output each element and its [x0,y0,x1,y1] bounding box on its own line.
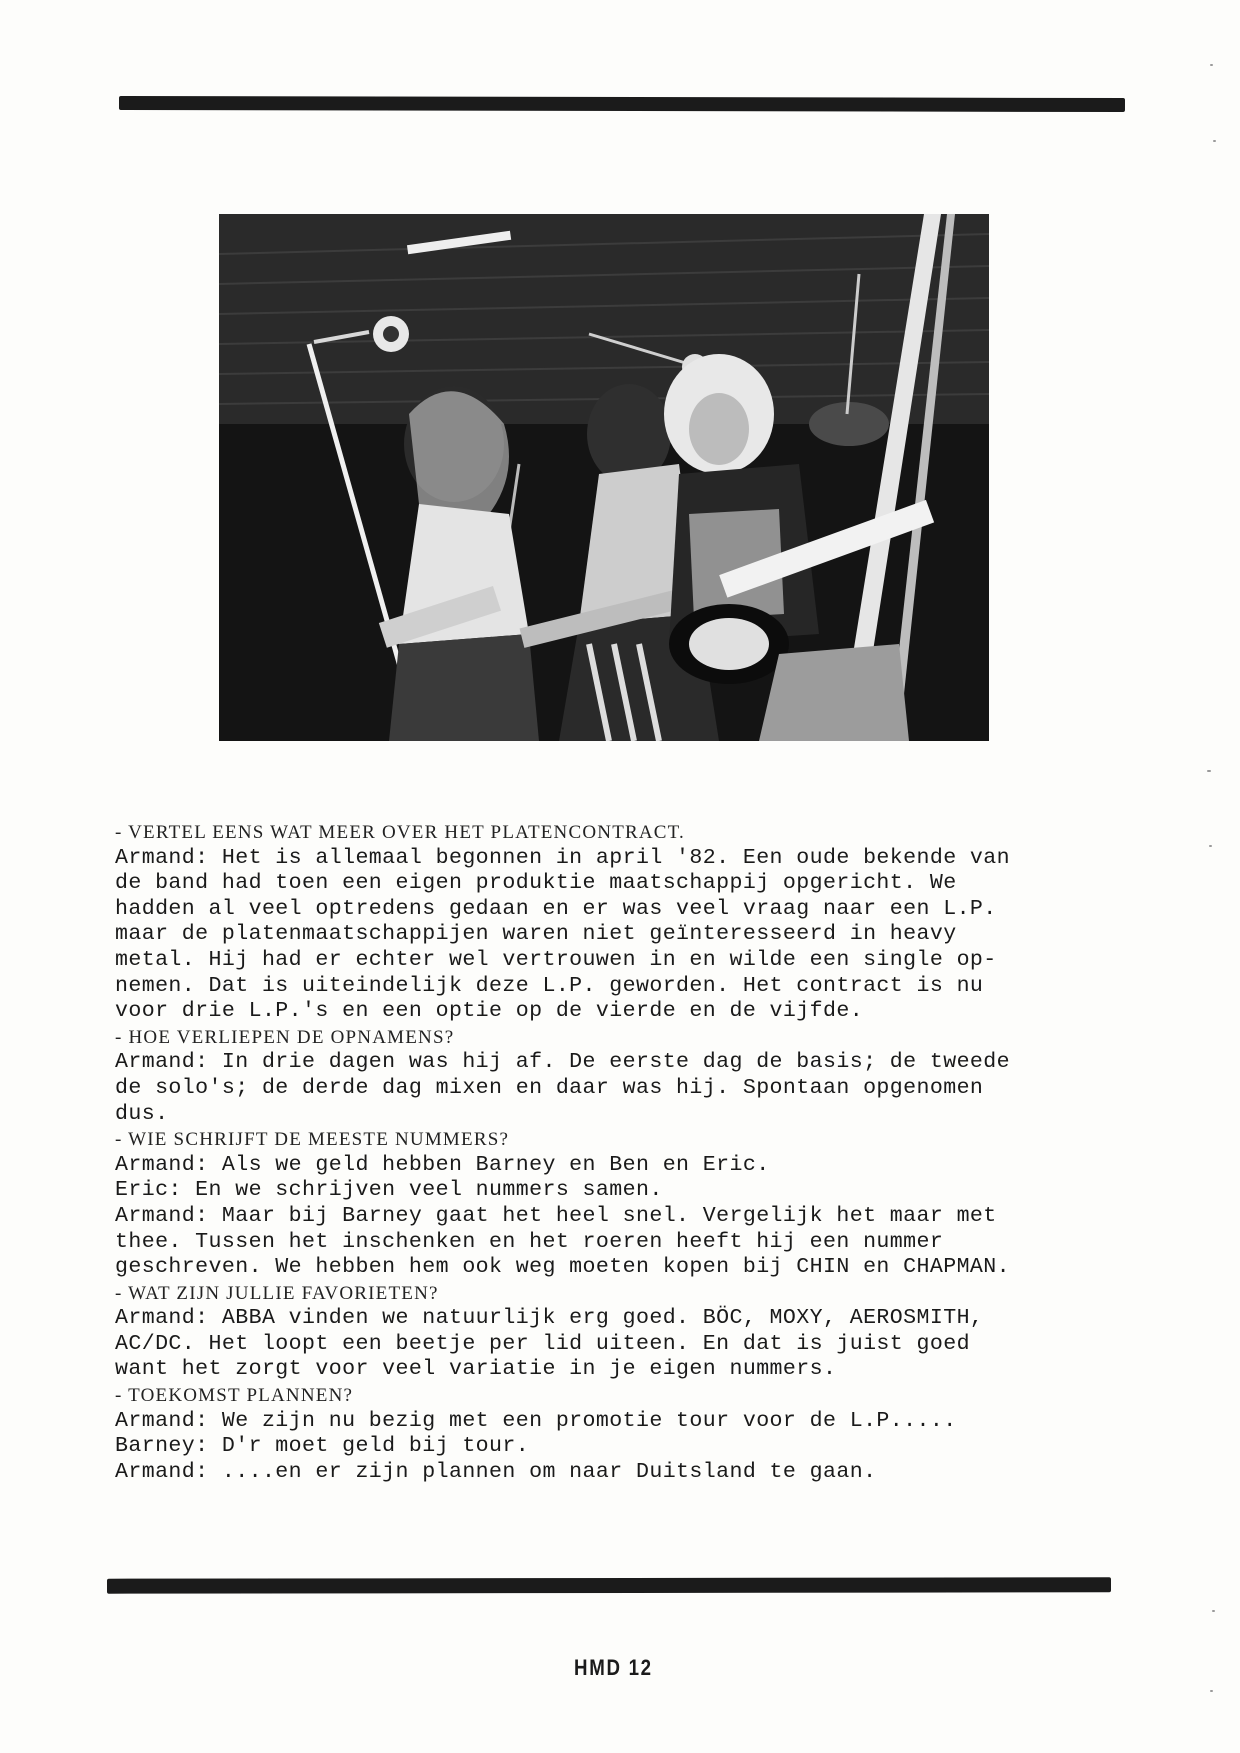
answer-line: metal. Hij had er echter wel vertrouwen in en wilde een single op- [115,947,997,972]
answer-line: voor drie L.P.'s en een optie op de vierde en de vijfde. [115,999,864,1024]
band-live-photo-drawing [219,214,989,741]
bottom-rule [107,1577,1111,1593]
answer-line: Armand: We zijn nu bezig met een promotie tour voor de L.P..... [115,1408,957,1433]
answer-line: dus. [115,1101,169,1126]
band-live-photo [219,214,989,741]
answer-line: Armand: ABBA vinden we natuurlijk erg goed. BÖC, MOXY, AEROSMITH, [115,1306,984,1331]
answer-line: thee. Tussen het inschenken en het roeren heeft hij een nummer [115,1229,944,1254]
scan-speck [1212,1610,1215,1612]
answer-line: Barney: D'r moet geld bij tour. [115,1434,530,1459]
answer-line: Eric: En we schrijven veel nummers samen. [115,1178,663,1203]
answer-line: Armand: ....en er zijn plannen om naar Duitsland te gaan. [115,1459,877,1484]
scan-speck [1213,140,1216,142]
answer-line: want het zorgt voor veel variatie in je eigen nummers. [115,1357,837,1382]
question-line: - WIE SCHRIJFT DE MEESTE NUMMERS? [115,1129,510,1151]
answer-line: de solo's; de derde dag mixen en daar was hij. Spontaan opgenomen [115,1075,984,1100]
question-line: - VERTEL EENS WAT MEER OVER HET PLATENCONTRACT. [115,822,686,843]
answer-line: Armand: Als we geld hebben Barney en Ben en Eric. [115,1152,770,1177]
question-line: - HOE VERLIEPEN DE OPNAMENS? [115,1026,455,1048]
answer-line: Armand: Het is allemaal begonnen in april '82. Een oude bekende van [115,845,1011,870]
scan-speck [1210,64,1213,66]
answer-line: Armand: Maar bij Barney gaat het heel snel. Vergelijk het maar met [115,1203,997,1228]
top-rule [119,96,1125,112]
scan-speck [1207,770,1211,772]
answer-line: geschreven. We hebben hem ook weg moeten kopen bij CHIN en CHAPMAN. [115,1255,1011,1280]
answer-line: AC/DC. Het loopt een beetje per lid uiteen. En dat is juist goed [115,1331,970,1356]
question-line: - WAT ZIJN JULLIE FAVORIETEN? [115,1282,439,1304]
scan-speck [1210,1690,1213,1692]
answer-line: nemen. Dat is uiteindelijk deze L.P. geworden. Het contract is nu [115,973,984,998]
answer-line: de band had toen een eigen produktie maatschappij opgericht. We [115,871,957,896]
interview-text [115,820,1155,1485]
scan-speck [1209,845,1212,847]
answer-line: Armand: In drie dagen was hij af. De eerste dag de basis; de tweede [115,1050,1011,1075]
page-number: HMD 12 [574,1655,653,1680]
answer-line: maar de platenmaatschappijen waren niet geïnteresseerd in heavy [115,922,957,947]
question-line: - TOEKOMST PLANNEN? [115,1385,354,1407]
answer-line: hadden al veel optredens gedaan en er was veel vraag naar een L.P. [115,896,997,921]
